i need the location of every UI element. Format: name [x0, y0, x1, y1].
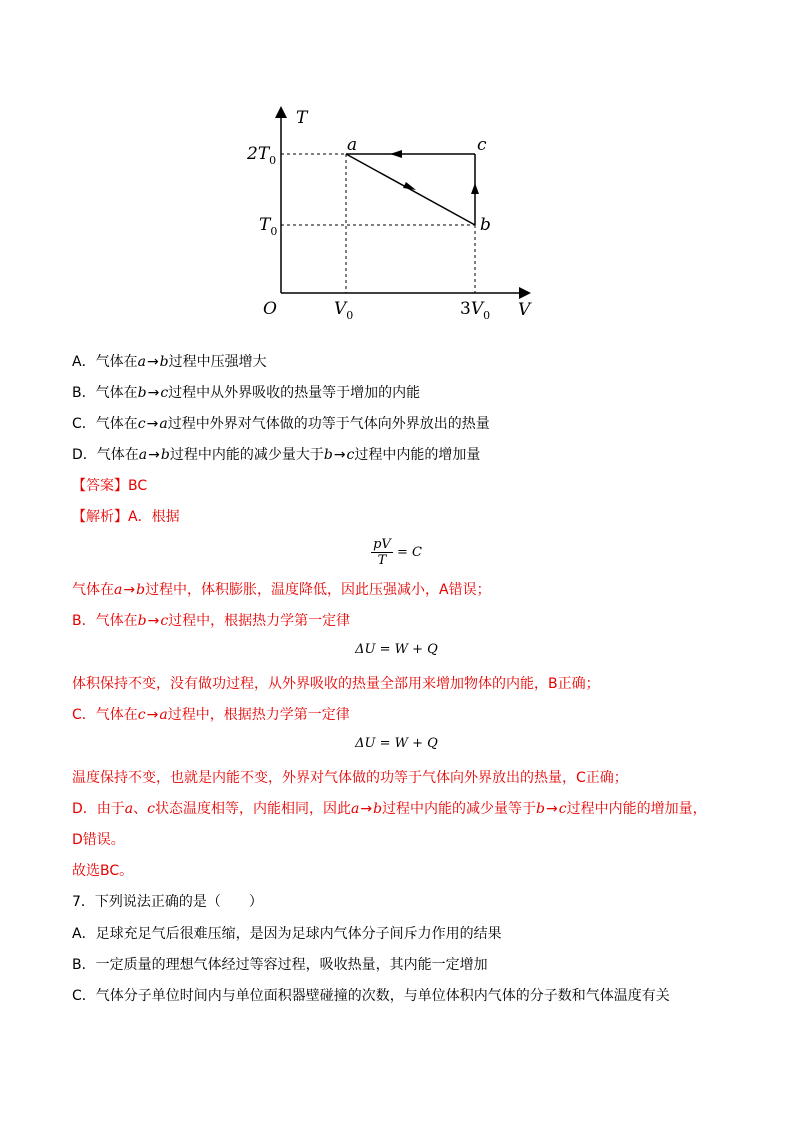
analysis-c-line: C．气体在c→a过程中，根据热力学第一定律: [72, 707, 350, 723]
analysis-b-line2: 体积保持不变，没有做功过程，从外界吸收的热量全部用来增加物体的内能，B正确；: [72, 676, 600, 692]
t-axis-label: T: [296, 108, 308, 128]
point-c: c: [477, 135, 487, 155]
analysis-c-line2: 温度保持不变，也就是内能不变，外界对气体做的功等于气体向外界放出的热量，C正确；: [72, 770, 628, 786]
formula-first-law-2: ΔU = W + Q: [355, 736, 438, 751]
option-b: B．气体在b→c过程中从外界吸收的热量等于增加的内能: [72, 385, 421, 401]
analysis-d-line: D．由于a、c状态温度相等，内能相同，因此a→b过程中内能的减少量等于b→c过程中内能的增加量，: [72, 801, 707, 817]
analysis-b-line: B．气体在b→c过程中，根据热力学第一定律: [72, 613, 351, 629]
question-7-option-b: B．一定质量的理想气体经过等容过程，吸收热量，其内能一定增加: [72, 957, 488, 973]
arrow-bc: [471, 183, 479, 194]
tick-t0: $T_0$: [259, 215, 278, 238]
option-c: C．气体在c→a过程中外界对气体做的功等于气体向外界放出的热量: [72, 416, 490, 432]
analysis-a-line: 气体在a→b过程中，体积膨胀，温度降低，因此压强减小，A错误；: [72, 582, 491, 598]
tick-3v0: $3V_0$: [460, 299, 491, 322]
point-b: b: [480, 215, 491, 235]
arrow-ca: [390, 150, 402, 158]
analysis-d-line2: D错误。: [72, 832, 125, 848]
analysis-a-intro: 【解析】A．根据: [72, 509, 180, 525]
formula-first-law-1: ΔU = W + Q: [355, 642, 438, 657]
tick-v0: $V_0$: [334, 299, 354, 322]
question-7-option-c: C．气体分子单位时间内与单位面积器壁碰撞的次数，与单位体积内气体的分子数和气体温度有关: [72, 988, 670, 1004]
origin-label: O: [263, 299, 277, 319]
option-d: D．气体在a→b过程中内能的减少量大于b→c过程中内能的增加量: [72, 447, 481, 463]
question-7-option-a: A．足球充足气后很难压缩，是因为足球内气体分子间斥力作用的结果: [72, 926, 502, 942]
tick-2t0: $2T_0$: [247, 144, 277, 167]
t-v-graph: [240, 95, 550, 330]
arrow-ab: [403, 182, 416, 190]
conclusion-line: 故选BC。: [72, 863, 134, 879]
option-a: A．气体在a→b过程中压强增大: [72, 354, 267, 370]
process-ab: [346, 154, 475, 225]
question-7-stem: 7．下列说法正确的是（ ）: [72, 894, 263, 910]
v-axis-label: V: [518, 300, 531, 320]
formula-ideal-gas: $\frac{pV}{T}$ = C: [373, 537, 422, 568]
point-a: a: [347, 135, 358, 155]
answer-line: 【答案】BC: [72, 478, 148, 494]
